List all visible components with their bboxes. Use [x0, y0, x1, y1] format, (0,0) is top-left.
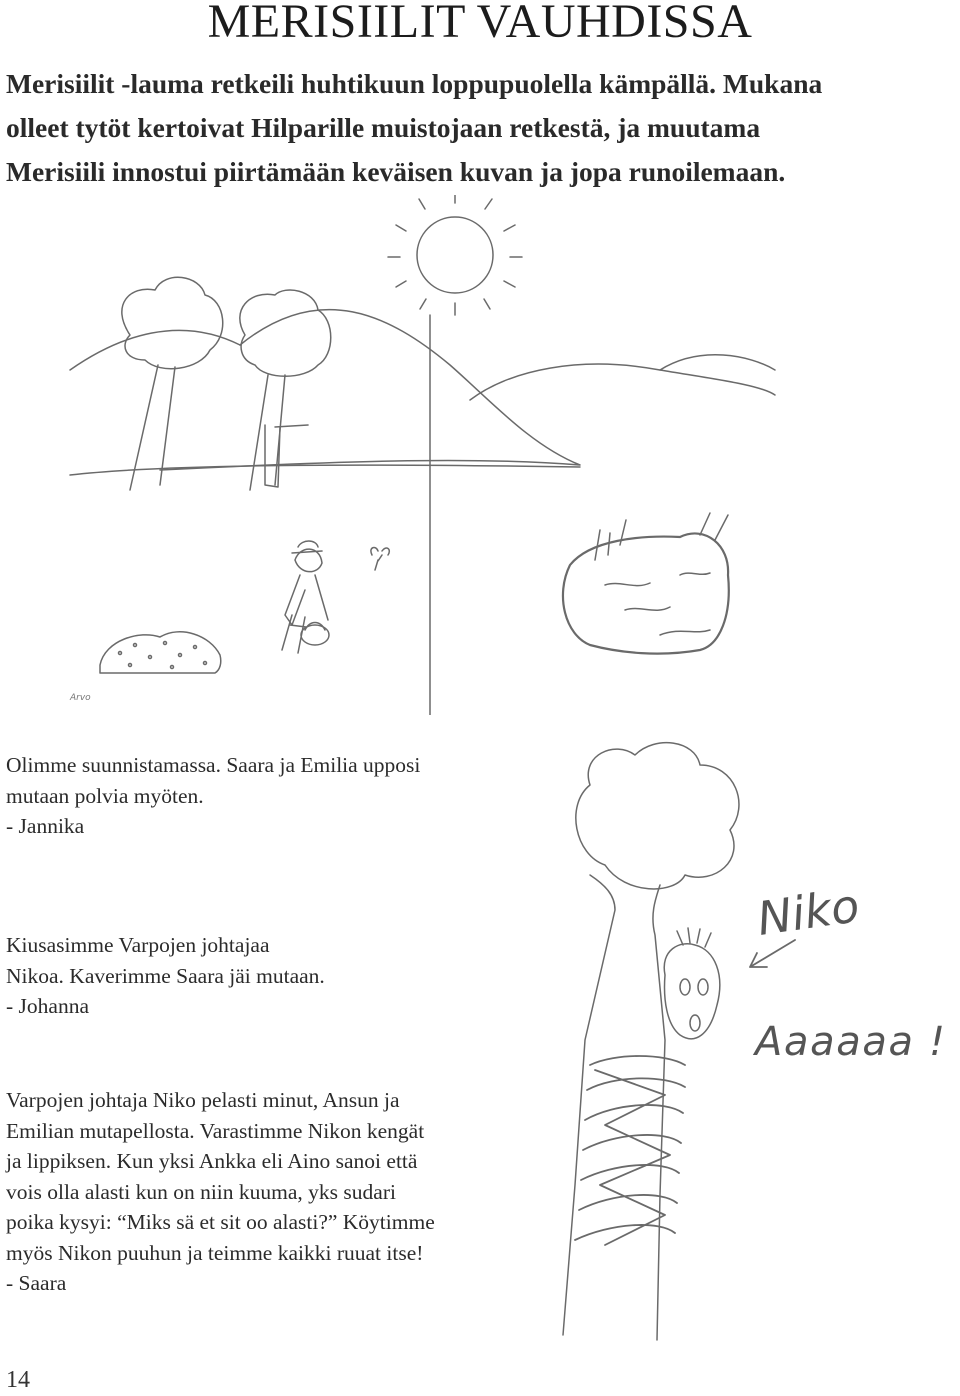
story-2-author: - Johanna: [6, 994, 89, 1018]
tree-niko-drawing: [545, 735, 955, 1345]
story-2-line-2: Nikoa. Kaverimme Saara jäi mutaan.: [6, 963, 325, 988]
niko-eye-left: [680, 979, 690, 995]
story-2-line-1: Kiusasimme Varpojen johtajaa: [6, 933, 270, 957]
page-title: MERISIILIT VAUHDISSA: [207, 0, 753, 48]
tree-left-crown: [122, 277, 223, 368]
bush-dots: [119, 642, 207, 669]
story-3-line-3: ja lippiksen. Kun yksi Ankka eli Aino sanoi että: [6, 1149, 418, 1173]
intro-paragraph: [6, 62, 956, 194]
tree-trunk: [563, 875, 665, 1340]
story-1-line-1: Olimme suunnistamassa. Saara ja Emilia upposi: [6, 753, 421, 777]
tree-right-crown: [240, 290, 331, 376]
story-3-line-2: Emilian mutapellosta. Varastimme Nikon kengät: [6, 1118, 425, 1143]
ground-line: [70, 465, 580, 475]
flower: [371, 548, 389, 570]
sun-rays: [388, 195, 522, 315]
story-3-line-4: vois olla alasti kun on niin kuuma, yks sudari: [6, 1179, 396, 1204]
banner: [265, 425, 308, 487]
rock: [563, 533, 729, 653]
girl-figure: [282, 541, 329, 653]
story-1-line-2: mutaan polvia myöten.: [6, 783, 204, 808]
intro-line-2: olleet tytöt kertoivat Hilparille muistojaan retkestä, ja muutama: [6, 112, 761, 143]
drawing-signature: Arvo: [70, 693, 91, 703]
rock-marks: [605, 573, 710, 635]
intro-line-3: Merisiili innostui piirtämään keväisen kuvan ja jopa runoilemaan.: [6, 156, 786, 187]
rope-scribble: [575, 1056, 685, 1245]
page-number: 14: [6, 1367, 30, 1393]
sun-icon: [417, 217, 493, 293]
hill-left: [70, 330, 240, 370]
niko-label: Niko: [754, 878, 863, 946]
hill-right: [470, 364, 775, 400]
story-3-line-5: poika kysyi: “Miks sä et sit oo alasti?” Köytimme: [6, 1210, 435, 1234]
story-3-line-1: Varpojen johtaja Niko pelasti minut, Ansun ja: [6, 1088, 400, 1112]
intro-line-1: Merisiilit -lauma retkeili huhtikuun loppupuolella kämpällä. Mukana: [6, 68, 823, 99]
tree-crown: [576, 743, 739, 889]
landscape-drawing: [60, 195, 780, 715]
story-jannika: [6, 750, 420, 842]
story-1-author: - Jannika: [6, 814, 85, 838]
hill-middle: [160, 310, 580, 470]
hill-right-line: [660, 355, 775, 370]
story-saara: [6, 1085, 435, 1299]
story-3-author: - Saara: [6, 1271, 67, 1295]
niko-face: [664, 944, 720, 1039]
niko-eye-right: [698, 979, 708, 995]
story-3-line-6: myös Nikon puuhun ja teimme kaikki ruuat itse!: [6, 1240, 424, 1265]
tree-left-trunk: [130, 365, 175, 490]
niko-mouth: [690, 1015, 700, 1031]
story-johanna: [6, 930, 325, 1022]
shout-label: Aaaaaa !: [755, 1019, 945, 1065]
